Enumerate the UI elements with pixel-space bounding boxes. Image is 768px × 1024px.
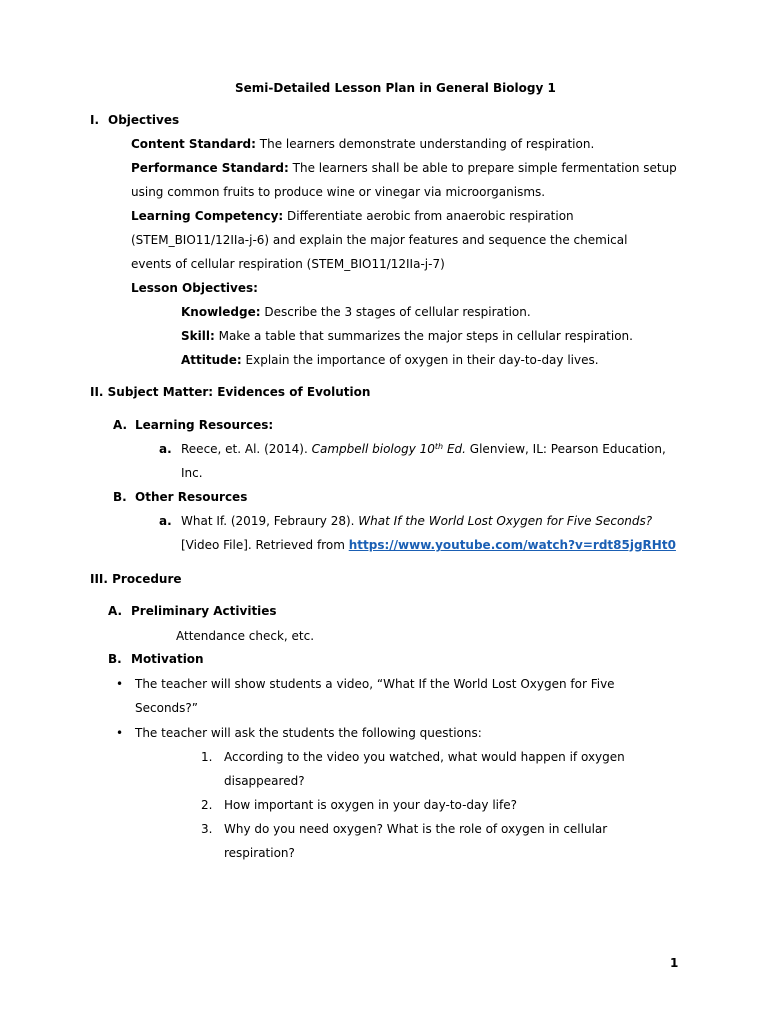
section-heading-subject-matter: II. Subject Matter: Evidences of Evolution (90, 385, 371, 399)
reference-video (181, 513, 652, 529)
attitude-label: Attitude: (181, 353, 242, 367)
learning-competency-text-cont: (STEM_BIO11/12IIa-j-6) and explain the major features and sequence the chemical (131, 233, 628, 247)
list-letter: a. (159, 442, 172, 456)
question-text: According to the video you watched, what would happen if oxygen (224, 750, 625, 764)
preliminary-activities-text: Attendance check, etc. (176, 629, 315, 643)
reference-author: Reece, et. Al. (2014). (181, 442, 308, 456)
attitude-line (181, 352, 599, 368)
learning-competency-text-cont: events of cellular respiration (STEM_BIO11/12IIa-j-7) (131, 257, 445, 271)
performance-standard-line (131, 160, 677, 176)
lesson-objectives-label: Lesson Objectives: (131, 281, 258, 295)
reference-campbell (181, 441, 666, 457)
section-heading-objectives: Objectives (108, 113, 180, 127)
reference-video-title: What If the World Lost Oxygen for Five Seconds? (358, 514, 653, 528)
list-letter: B. (108, 652, 122, 666)
motivation-bullet-text-cont: Seconds?” (135, 701, 198, 715)
learning-competency-label: Learning Competency: (131, 209, 284, 223)
performance-standard-label: Performance Standard: (131, 161, 289, 175)
learning-competency-text: Differentiate aerobic from anaerobic respiration (287, 209, 574, 223)
knowledge-line (181, 304, 531, 320)
reference-publisher-cont: Inc. (181, 466, 203, 480)
bullet-icon: • (116, 677, 124, 691)
question-text: Why do you need oxygen? What is the role of oxygen in cellular (224, 822, 608, 836)
other-resources-label: Other Resources (135, 490, 248, 504)
content-standard-line (131, 136, 594, 152)
learning-competency-line (131, 208, 574, 224)
content-standard-text: The learners demonstrate understanding of respiration. (259, 137, 595, 151)
performance-standard-text-cont: using common fruits to produce wine or vinegar via microorganisms. (131, 185, 546, 199)
knowledge-label: Knowledge: (181, 305, 261, 319)
attitude-text: Explain the importance of oxygen in their day-to-day lives. (245, 353, 599, 367)
list-letter: a. (159, 514, 172, 528)
reference-video-retrieved: [Video File]. Retrieved from (181, 538, 345, 552)
knowledge-text: Describe the 3 stages of cellular respiration. (264, 305, 531, 319)
question-text-cont: disappeared? (224, 774, 305, 788)
list-letter: A. (113, 418, 128, 432)
bullet-icon: • (116, 726, 124, 740)
reference-video-author: What If. (2019, Febraury 28). (181, 514, 355, 528)
learning-resources-label: Learning Resources: (135, 418, 274, 432)
motivation-label: Motivation (131, 652, 204, 666)
motivation-bullet-text: The teacher will show students a video, “What If the World Lost Oxygen for Five (135, 677, 615, 691)
youtube-link[interactable]: https://www.youtube.com/watch?v=rdt85jgRHt0 (348, 538, 676, 552)
question-number: 2. (201, 798, 213, 812)
question-number: 3. (201, 822, 213, 836)
motivation-bullet-text: The teacher will ask the students the following questions: (135, 726, 482, 740)
preliminary-activities-label: Preliminary Activities (131, 604, 277, 618)
list-letter: A. (108, 604, 123, 618)
skill-text: Make a table that summarizes the major steps in cellular respiration. (218, 329, 633, 343)
question-text-cont: respiration? (224, 846, 295, 860)
skill-label: Skill: (181, 329, 215, 343)
reference-publisher: Glenview, IL: Pearson Education, (469, 442, 666, 456)
question-number: 1. (201, 750, 213, 764)
list-letter: B. (113, 490, 127, 504)
page-number: 1 (670, 956, 679, 970)
document-title: Semi-Detailed Lesson Plan in General Biology 1 (235, 81, 556, 95)
skill-line (181, 328, 633, 344)
question-text: How important is oxygen in your day-to-day life? (224, 798, 517, 812)
content-standard-label: Content Standard: (131, 137, 256, 151)
section-number: I. (90, 113, 100, 127)
reference-video-source (181, 537, 676, 553)
performance-standard-text: The learners shall be able to prepare simple fermentation setup (292, 161, 677, 175)
section-heading-procedure: III. Procedure (90, 572, 182, 586)
reference-title: Campbell biology 10th Ed. (311, 442, 466, 456)
